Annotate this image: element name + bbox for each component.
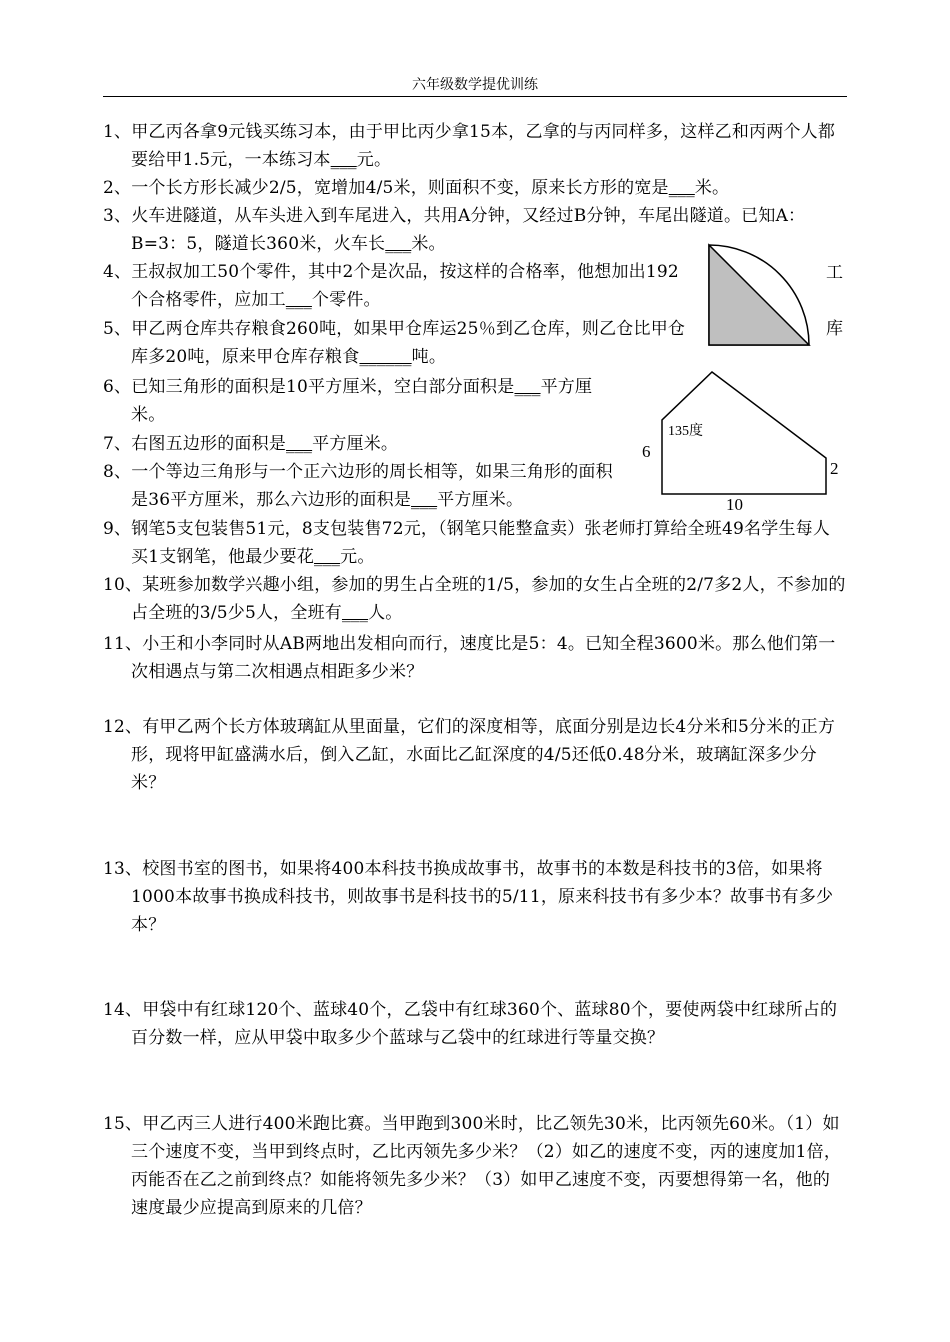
question-1: 1、甲乙丙各拿9元钱买练习本，由于甲比丙少拿15本，乙拿的与丙同样多，这样乙和丙两个人都要给甲1.5元，一本练习本___元。 xyxy=(103,122,836,170)
side-char-1: 工 xyxy=(826,263,843,283)
question-9: 9、钢笔5支包装售51元，8支包装售72元，（钢笔只能整盒卖）张老师打算给全班49名学生每人买1支钢笔，他最少要花___元。 xyxy=(103,519,831,567)
question-12: 12、有甲乙两个长方体玻璃缸从里面量，它们的深度相等，底面分别是边长4分米和5分米的正方形，现将甲缸盛满水后，倒入乙缸，水面比乙缸深度的4/5还低0.48分米，玻璃缸深多少分米？ xyxy=(103,717,836,793)
question-5: 5、甲乙两仓库共存粮食260吨，如果甲仓库运25％到乙仓库，则乙仓比甲仓库多20吨，原来甲仓库存粮食______吨。 xyxy=(103,319,686,367)
question-14: 14、甲袋中有红球120个、蓝球40个，乙袋中有红球360个、蓝球80个，要使两袋中红球所占的百分数一样，应从甲袋中取多少个蓝球与乙袋中的红球进行等量交换？ xyxy=(103,1000,838,1048)
question-4: 4、王叔叔加工50个零件，其中2个是次品，按这样的合格率，他想加出192个合格零件，应加工___个零件。 xyxy=(103,262,679,310)
header-rule xyxy=(103,96,847,97)
pentagon-figure xyxy=(636,364,850,514)
question-15: 15、甲乙丙三人进行400米跑比赛。当甲跑到300米时，比乙领先30米，比丙领先60米。（1）如三个速度不变，当甲到终点时，乙比丙领先多少米？（2）如乙的速度不变，丙的速度加1倍，丙能否在乙之前到终点？如能将领先多少米？（3）如甲乙速度不变，丙要想得第一名，他的速度最少应提高到原来的几倍？ xyxy=(103,1114,842,1218)
side-char-2: 库 xyxy=(826,319,843,339)
page-header: 六年级数学提优训练 xyxy=(412,77,538,93)
question-3: 3、火车进隧道，从车头进入到车尾进入，共用A分钟，又经过B分钟，车尾出隧道。已知A：B=3：5，隧道长360米，火车长___米。 xyxy=(103,206,806,254)
question-10: 10、某班参加数学兴趣小组，参加的男生占全班的1/5，参加的女生占全班的2/7多2人，不参加的占全班的3/5少5人，全班有___人。 xyxy=(103,575,846,623)
quarter-circle-figure xyxy=(704,240,814,350)
question-2: 2、一个长方形长减少2/5，宽增加4/5米，则面积不变，原来长方形的宽是___米。 xyxy=(103,178,730,198)
pentagon-angle-label: 135度 xyxy=(668,424,703,439)
question-8: 8、一个等边三角形与一个正六边形的周长相等，如果三角形的面积是36平方厘米，那么六边形的面积是___平方厘米。 xyxy=(103,462,613,510)
pentagon-left-label: 6 xyxy=(642,442,651,461)
pentagon-right-label: 2 xyxy=(830,459,839,478)
question-6: 6、已知三角形的面积是10平方厘米，空白部分面积是___平方厘米。 xyxy=(103,377,593,425)
question-13: 13、校图书室的图书，如果将400本科技书换成故事书，故事书的本数是科技书的3倍，如果将1000本故事书换成科技书，则故事书是科技书的5/11，原来科技书有多少本？故事书有多少本？ xyxy=(103,859,834,935)
question-7: 7、右图五边形的面积是___平方厘米。 xyxy=(103,434,399,454)
question-11: 11、小王和小李同时从AB两地出发相向而行，速度比是5：4。已知全程3600米。那么他们第一次相遇点与第二次相遇点相距多少米？ xyxy=(103,634,836,682)
pentagon-bottom-label: 10 xyxy=(726,495,743,514)
